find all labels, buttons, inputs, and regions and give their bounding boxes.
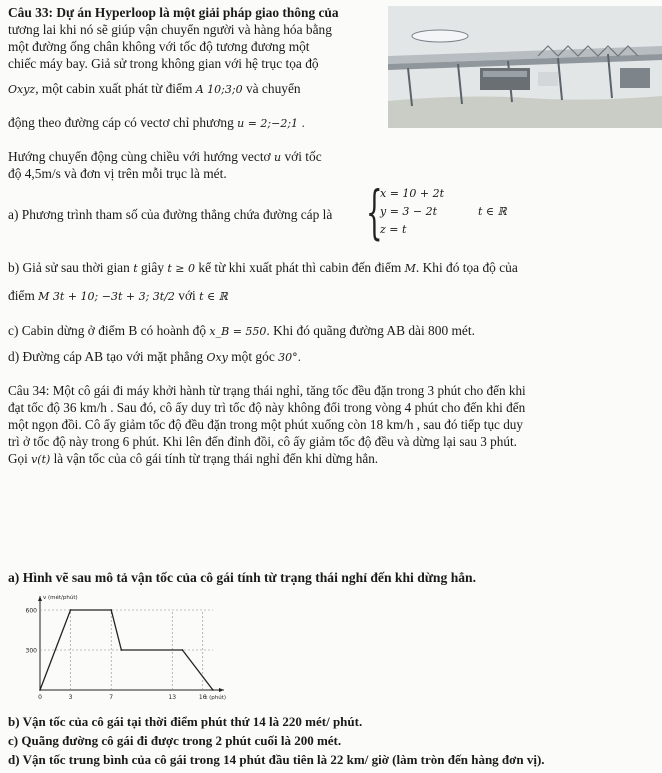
velocity-point-3 — [120, 649, 122, 651]
y-tick-label-300: 300 — [25, 647, 37, 655]
oxyz-symbol: Oxyz — [8, 83, 36, 96]
x-tick-label-0: 0 — [38, 694, 42, 701]
x-tick-label-3: 3 — [68, 694, 73, 701]
velocity-point-4 — [182, 649, 184, 651]
velocity-point-0 — [39, 689, 41, 691]
x-axis-label: t (phút) — [205, 695, 226, 701]
vector-u-symbol: u — [273, 151, 282, 164]
point-a: A 10;3;0 — [195, 83, 243, 96]
q34-option-a: a) Hình vẽ sau mô tả vận tốc của cô gái tính từ trạng thái nghỉ đến khi dừng hẳn. — [8, 570, 477, 585]
y-axis-arrow — [38, 596, 42, 601]
hyperloop-illustration — [388, 6, 662, 128]
q33-line-4: chiếc máy bay. Giả sử trong không gian với hệ trục tọa độ — [8, 56, 319, 71]
q34-line-2: đạt tốc độ 36 km/h . Sau đó, cô ấy duy trì tốc độ này không đổi trong vòng 4 phút cho đến khi đến — [8, 400, 526, 415]
q34-option-c: c) Quãng đường cô gái đi được trong 2 phút cuối là 200 mét. — [8, 733, 342, 748]
velocity-point-5 — [212, 689, 214, 691]
brace-symbol: { — [366, 178, 383, 246]
point-m: M 3t + 10; −3t + 3; 3t/2 — [38, 290, 175, 303]
q34-line-3: một ngọn đồi. Cô ấy giảm tốc độ đều đặn trong một phút xuống còn 18 km/h , sau đó tiếp tục duy — [8, 417, 523, 432]
vector-u: u = 2;−2;1 . — [237, 117, 306, 130]
q33-option-d: d) Đường cáp AB tạo với mặt phẳng Oxy một góc 30°. — [8, 349, 302, 364]
y-axis-label: v (mét/phút) — [43, 595, 78, 601]
q33-line-5: Oxyz, một cabin xuất phát từ điểm A 10;3;0 và chuyển — [8, 81, 301, 96]
hyperloop-photo — [388, 6, 662, 128]
q33-option-b-line-2: điểm M 3t + 10; −3t + 3; 3t/2 với t ∈ ℝ — [8, 288, 228, 303]
q34-line-4: trì ở tốc độ này trong 6 phút. Khi lên đến đỉnh đồi, cô ấy giảm tốc độ đều và dừng lại sau 3 phút. — [8, 434, 517, 449]
velocity-chart — [20, 592, 230, 710]
velocity-point-1 — [70, 609, 72, 611]
y-tick-label-600: 600 — [25, 607, 37, 615]
q34-line-5: Gọi v(t) là vận tốc của cô gái tính từ trạng thái nghỉ đến khi dừng hẳn. — [8, 451, 379, 466]
eq-z: z = t — [380, 223, 407, 236]
eq-y: y = 3 − 2t — [380, 205, 438, 218]
q34-option-d: d) Vận tốc trung bình của cô gái trong 14 phút đầu tiên là 22 km/ giờ (làm tròn đến hàng đơn vị). — [8, 752, 545, 767]
q34-line-1: Câu 34: Một cô gái đi máy khởi hành từ trạng thái nghỉ, tăng tốc đều đặn trong 3 phút cho đến khi — [8, 383, 526, 398]
parametric-system — [366, 178, 526, 247]
eq-x: x = 10 + 2t — [380, 187, 445, 200]
q34-option-b: b) Vận tốc của cô gái tại thời điểm phút thứ 14 là 220 mét/ phút. — [8, 714, 363, 729]
q33-line-1: Câu 33: Dự án Hyperloop là một giải pháp giao thông của — [8, 5, 339, 20]
q33-option-a: a) Phương trình tham số của đường thẳng chứa đường cáp là — [8, 207, 333, 222]
eq-t-domain: t ∈ ℝ — [478, 205, 507, 218]
q33-option-c: c) Cabin dừng ở điểm B có hoành độ x_B = 550. Khi đó quãng đường AB dài 800 mét. — [8, 323, 475, 338]
q33-line-2: tương lai khi nó sẽ giúp vận chuyển người và hàng hóa bằng — [8, 22, 332, 37]
x-tick-label-7: 7 — [109, 694, 114, 701]
q33-line-7: Hướng chuyển động cùng chiều với hướng vectơ u với tốc — [8, 149, 322, 164]
q33-line-8: độ 4,5m/s và đơn vị trên mỗi trục là mét. — [8, 166, 227, 181]
q33-option-b-line-1: b) Giả sử sau thời gian t giây t ≥ 0 kể từ khi xuất phát thì cabin đến điểm M. Khi đó tọa độ của — [8, 260, 518, 275]
q33-line-6: động theo đường cáp có vectơ chỉ phương u = 2;−2;1 . — [8, 115, 306, 130]
velocity-point-2 — [110, 609, 112, 611]
x-tick-label-16: 16 — [198, 694, 207, 701]
q33-line-3: một đường ống chân không với tốc độ tương đương một — [8, 39, 310, 54]
x-axis-arrow — [219, 688, 224, 692]
x-tick-label-13: 13 — [168, 694, 177, 701]
